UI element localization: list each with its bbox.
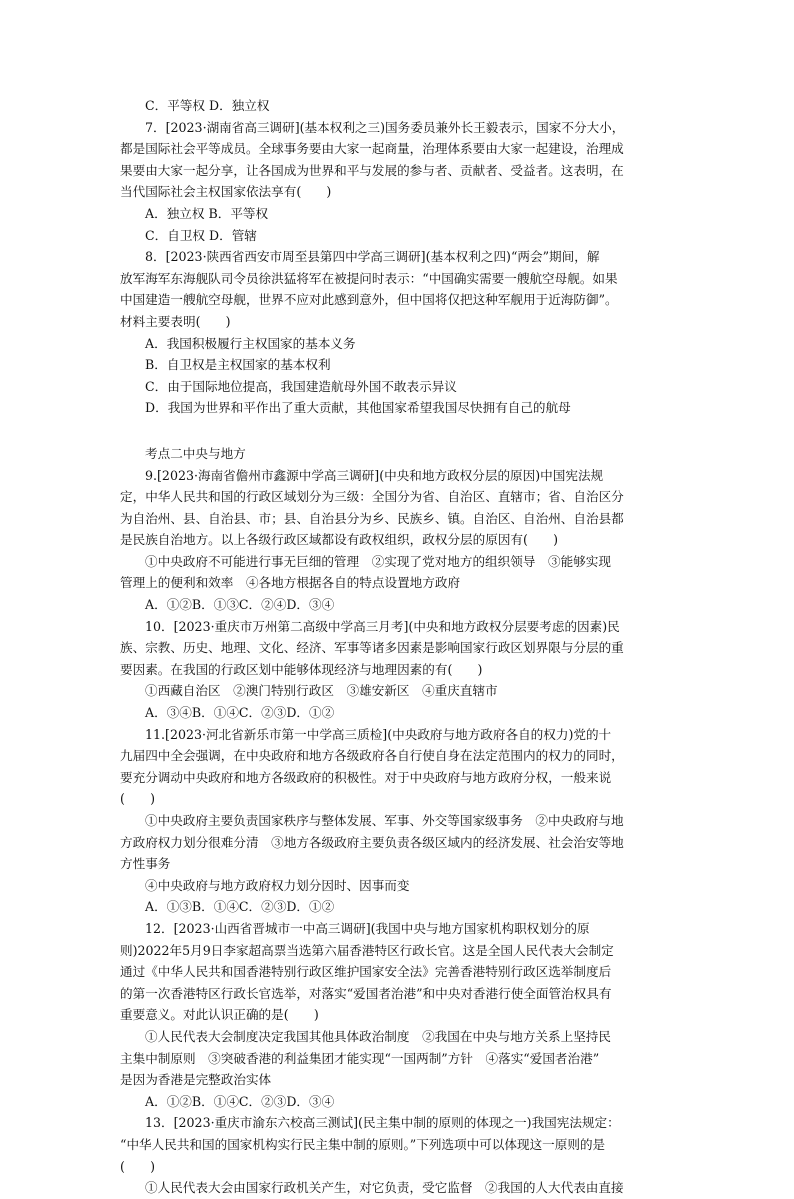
text-line: 放军海军东海舰队司令员徐洪猛将军在被提问时表示：“中国确实需要一艘航空母舰。如果 <box>120 270 618 286</box>
text-line: C．由于国际地位提高，我国建造航母外国不敢表示异议 <box>145 378 457 394</box>
text-line: ①中央政府不可能进行事无巨细的管理 ②实现了党对地方的组织领导 ③能够实现 <box>145 553 611 569</box>
text-line: ①人民代表大会由国家行政机关产生，对它负责，受它监督 ②我国的人大代表由直接 <box>145 1180 624 1196</box>
text-line: 是因为香港是完整政治实体 <box>120 1072 272 1088</box>
question-block-1 <box>120 95 680 419</box>
text-line: 都是国际社会平等成员。全球事务要由大家一起商量，治理体系要由大家一起建设，治理成 <box>120 141 624 157</box>
text-line: ①人民代表大会制度决定我国其他具体政治制度 ②我国在中央与地方关系上坚持民 <box>145 1028 611 1044</box>
text-line: ( ) <box>120 1158 156 1174</box>
text-line: 12．[2023·山西省晋城市一中高三调研](我国中央与地方国家机构职权划分的原 <box>145 920 590 936</box>
text-line: 当代国际社会主权国家依法享有( ) <box>120 184 332 200</box>
text-line: D．我国为世界和平作出了重大贡献，其他国家希望我国尽快拥有自己的航母 <box>145 400 571 416</box>
text-line: C．平等权 D．独立权 <box>145 98 270 113</box>
text-line: 方性事务 <box>120 856 171 872</box>
text-line: A．我国积极履行主权国家的基本义务 <box>145 335 356 351</box>
text-line: 管理上的便利和效率 ④各地方根据各自的特点设置地方政府 <box>120 575 461 591</box>
text-line: 重要意义。对此认识正确的是( ) <box>120 1007 319 1023</box>
text-line: 通过《中华人民共和国香港特别行政区维护国家安全法》完善香港特别行政区选举制度后 <box>120 964 612 980</box>
text-line: 的第一次香港特区行政长官选举，对落实“爱国者治港”和中央对香港行使全面管治权具有 <box>120 985 612 1001</box>
text-line: 中国建造一艘航空母舰，世界不应对此感到意外，但中国将仅把这种军舰用于近海防御”。 <box>120 292 618 308</box>
text-line: 8．[2023·陕西省西安市周至县第四中学高三调研](基本权利之四)“两会”期间，解 <box>145 249 600 265</box>
document-page <box>120 95 680 1199</box>
text-line: 材料主要表明( ) <box>120 313 231 329</box>
text-line: 13．[2023·重庆市渝东六校高三测试](民主集中制的原则的体现之一)我国宪法规定： <box>145 1115 620 1131</box>
text-line: ①西藏自治区 ②澳门特别行政区 ③雄安新区 ④重庆直辖市 <box>145 683 498 699</box>
text-line: “中华人民共和国的国家机构实行民主集中制的原则。”下列选项中可以体现这一原则的是 <box>120 1136 606 1152</box>
text-line: C．自卫权 D．管辖 <box>145 227 257 243</box>
text-line: 为自治州、县、自治县、市；县、自治县分为乡、民族乡、镇。自治区、自治州、自治县都 <box>120 510 624 526</box>
question-block-2 <box>120 465 680 1199</box>
text-line: 是民族自治地方。以上各级行政区域都设有政权组织，政权分层的原因有( ) <box>120 532 559 548</box>
text-line: ④中央政府与地方政府权力划分因时、因事而变 <box>145 877 410 893</box>
text-line: A．①③B．①④C．②③D．①② <box>145 899 335 915</box>
text-line: 7．[2023·湖南省高三调研](基本权利之三)国务委员兼外长王毅表示，国家不分大小， <box>145 119 625 135</box>
text-line: 要充分调动中央政府和地方各级政府的积极性。对于中央政府与地方政府分权，一般来说 <box>120 769 612 785</box>
text-line: A．①②B．①④C．②③D．③④ <box>145 1093 335 1109</box>
text-line: ①中央政府主要负责国家秩序与整体发展、军事、外交等国家级事务 ②中央政府与地 <box>145 813 624 828</box>
text-line: 族、宗教、历史、地理、文化、经济、军事等诸多因素是影响国家行政区划界限与分层的重 <box>120 640 624 656</box>
section-title: 考点二中央与地方 <box>145 445 246 461</box>
text-line: A．①②B．①③C．②④D．③④ <box>145 597 335 613</box>
text-line: 10．[2023·重庆市万州第二高级中学高三月考](中央和地方政权分层要考虑的因素)民 <box>145 618 620 634</box>
section-gap <box>120 419 680 441</box>
text-line: 11.[2023·河北省新乐市第一中学高三质检](中央政府与地方政府各自的权力)党的十 <box>145 726 612 742</box>
text-line: 方政府权力划分很难分清 ③地方各级政府主要负责各级区域内的经济发展、社会治安等地 <box>120 834 624 850</box>
text-line: 9.[2023·海南省儋州市鑫源中学高三调研](中央和地方政权分层的原因)中国宪法规 <box>145 467 604 483</box>
text-line: A．③④B．①④C．②③D．①② <box>145 705 335 721</box>
text-line: 果要由大家一起分享，让各国成为世界和平与发展的参与者、贡献者、受益者。这表明，在 <box>120 162 624 178</box>
text-line: 定，中华人民共和国的行政区域划分为三级：全国分为省、自治区、直辖市；省、自治区分 <box>120 489 624 505</box>
text-line: B．自卫权是主权国家的基本权利 <box>145 357 331 373</box>
text-line: 主集中制原则 ③突破香港的利益集团才能实现“一国两制”方针 ④落实“爱国者治港” <box>120 1050 600 1066</box>
text-line: A．独立权 B．平等权 <box>145 205 269 221</box>
text-line: 九届四中全会强调，在中央政府和地方各级政府各自行使自身在法定范围内的权力的同时， <box>120 748 624 764</box>
text-line: 则)2022年5月9日李家超高票当选第六届香港特区行政长官。这是全国人民代表大会制定 <box>120 942 614 958</box>
text-line: ( ) <box>120 791 156 807</box>
text-line: 要因素。在我国的行政区划中能够体现经济与地理因素的有( ) <box>120 661 483 677</box>
